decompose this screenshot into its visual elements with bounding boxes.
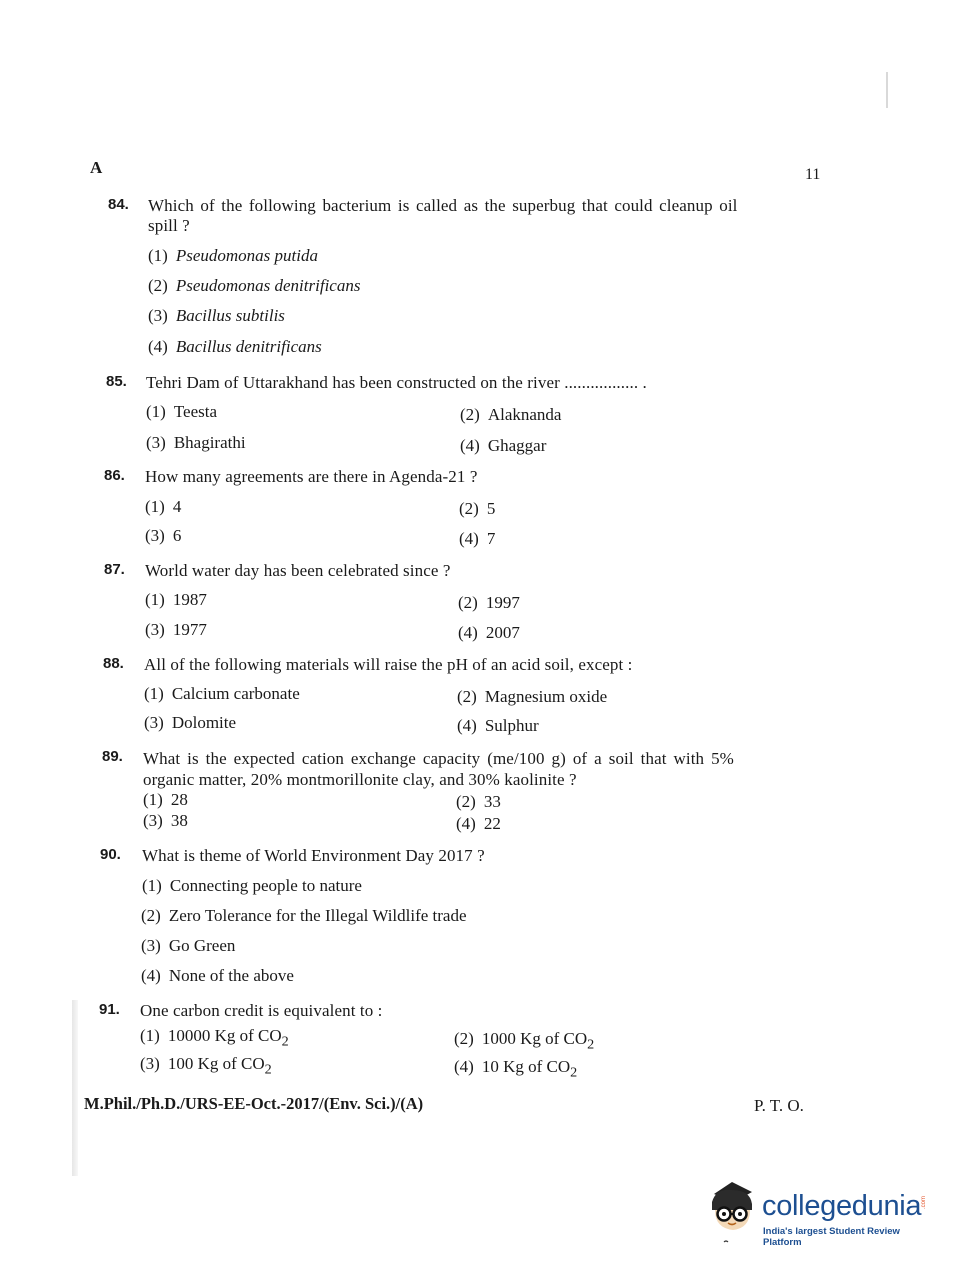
- question-number: 90.: [100, 846, 121, 863]
- question-number: 84.: [108, 196, 129, 213]
- question-text: World water day has been celebrated since ?: [145, 561, 451, 580]
- option: (3) Bhagirathi: [146, 433, 246, 452]
- page-turn-over: P. T. O.: [754, 1096, 804, 1115]
- question-text: All of the following materials will raise the pH of an acid soil, except :: [144, 655, 633, 674]
- option: (4) 7: [459, 529, 496, 548]
- option: (2) Magnesium oxide: [457, 687, 608, 706]
- question-number: 86.: [104, 467, 125, 484]
- question-number: 87.: [104, 561, 125, 578]
- page-number: 11: [805, 166, 821, 183]
- student-mascot-icon: [702, 1176, 762, 1246]
- option: (3) 38: [143, 811, 188, 830]
- option: (2) 1000 Kg of $CO_2$: [454, 1029, 595, 1053]
- question-text: Tehri Dam of Uttarakhand has been constructed on the river ................. .: [146, 373, 647, 392]
- option: (4) None of the above: [141, 966, 294, 985]
- scan-artifact: [886, 72, 888, 108]
- option: (1) Pseudomonas putida: [148, 246, 318, 265]
- scan-artifact: [72, 1000, 78, 1176]
- option: (1) Calcium carbonate: [144, 684, 300, 703]
- question-text: organic matter, 20% montmorillonite clay, and 30% kaolinite ?: [143, 770, 577, 789]
- question-text: How many agreements are there in Agenda-21 ?: [145, 467, 478, 486]
- option: (2) Zero Tolerance for the Illegal Wildlife trade: [141, 906, 467, 925]
- option: (3) 100 Kg of $CO_2$: [140, 1054, 272, 1078]
- option: (3) Dolomite: [144, 713, 237, 732]
- paper-code: M.Phil./Ph.D./URS-EE-Oct.-2017/(Env. Sci.)/(A): [84, 1094, 424, 1113]
- option: (3) Bacillus subtilis: [148, 306, 285, 325]
- option: (4) Ghaggar: [460, 436, 547, 455]
- question-number: 85.: [106, 373, 127, 390]
- logo-domain-suffix: .com: [921, 1196, 927, 1210]
- option: (4) 10 Kg of $CO_2$: [454, 1057, 578, 1081]
- logo-wordmark: collegedunia: [762, 1190, 922, 1222]
- option: (4) 2007: [458, 623, 520, 642]
- option: (1) 10000 Kg of $CO_2$: [140, 1026, 289, 1050]
- question-text: spill ?: [148, 216, 190, 235]
- option: (1) Teesta: [146, 402, 218, 421]
- option: (3) 1977: [145, 620, 207, 639]
- option: (4) Bacillus denitrificans: [148, 337, 322, 356]
- option: (4) 22: [456, 814, 501, 833]
- option: (2) Alaknanda: [460, 405, 562, 424]
- option: (2) 1997: [458, 593, 520, 612]
- option: (2) 33: [456, 792, 501, 811]
- question-text: What is the expected cation exchange capacity (me/100 g) of a soil that with 5%: [143, 749, 734, 768]
- option: (4) Sulphur: [457, 716, 539, 735]
- option: (1) 28: [143, 790, 188, 809]
- question-number: 89.: [102, 748, 123, 765]
- collegedunia-logo: [702, 1176, 932, 1246]
- option: (1) 1987: [145, 590, 207, 609]
- question-number: 91.: [99, 1001, 120, 1018]
- option: (3) 6: [145, 526, 182, 545]
- option: (3) Go Green: [141, 936, 236, 955]
- option: (1) Connecting people to nature: [142, 876, 362, 895]
- question-set-letter: A: [90, 158, 103, 177]
- question-text: What is theme of World Environment Day 2017 ?: [142, 846, 485, 865]
- question-number: 88.: [103, 655, 124, 672]
- question-text: Which of the following bacterium is called as the superbug that could cleanup oil: [148, 196, 738, 215]
- option: (2) Pseudomonas denitrificans: [148, 276, 361, 295]
- logo-tagline: India's largest Student Review Platform: [763, 1226, 900, 1248]
- question-text: One carbon credit is equivalent to :: [140, 1001, 383, 1020]
- option: (2) 5: [459, 499, 496, 518]
- option: (1) 4: [145, 497, 182, 516]
